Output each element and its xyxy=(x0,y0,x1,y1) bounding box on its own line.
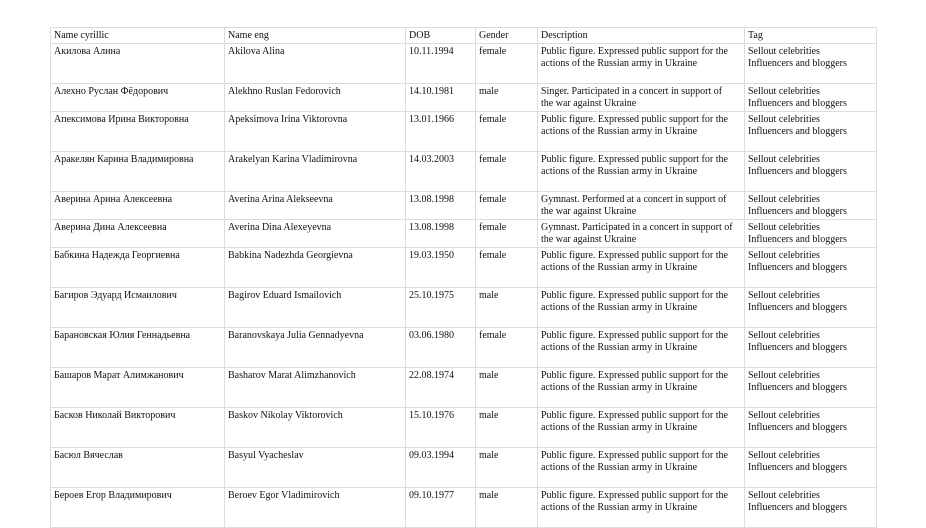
dob-cell: 15.10.1976 xyxy=(406,408,476,448)
description-cell xyxy=(538,328,745,368)
name-cyrillic-cell: Алехно Руслан Фёдорович xyxy=(51,84,225,112)
tag-cell xyxy=(745,368,877,408)
name-eng-cell: Beroev Egor Vladimirovich xyxy=(225,488,406,528)
table-row xyxy=(51,84,877,112)
description-line: Public figure. Expressed public support for the xyxy=(541,450,728,461)
tag-line: Influencers and bloggers xyxy=(748,58,847,69)
tag-line: Sellout celebrities xyxy=(748,222,820,233)
gender-cell: female xyxy=(476,248,538,288)
name-cyrillic-cell: Багиров Эдуард Исмаилович xyxy=(51,288,225,328)
name-eng-cell: Basyul Vyacheslav xyxy=(225,448,406,488)
tag-line: Influencers and bloggers xyxy=(748,462,847,473)
description-cell xyxy=(538,44,745,84)
table-row xyxy=(51,448,877,488)
description-cell xyxy=(538,288,745,328)
gender-cell: male xyxy=(476,448,538,488)
description-line: the war against Ukraine xyxy=(541,206,637,217)
gender-cell: female xyxy=(476,152,538,192)
tag-cell xyxy=(745,448,877,488)
description-cell xyxy=(538,488,745,528)
table-row xyxy=(51,192,877,220)
tag-cell xyxy=(745,248,877,288)
tag-line: Sellout celebrities xyxy=(748,410,820,421)
dob-cell: 25.10.1975 xyxy=(406,288,476,328)
people-table xyxy=(50,27,877,528)
gender-cell: female xyxy=(476,112,538,152)
dob-cell: 14.03.2003 xyxy=(406,152,476,192)
tag-line: Sellout celebrities xyxy=(748,450,820,461)
dob-cell: 13.08.1998 xyxy=(406,192,476,220)
dob-cell: 13.08.1998 xyxy=(406,220,476,248)
dob-cell: 03.06.1980 xyxy=(406,328,476,368)
tag-line: Influencers and bloggers xyxy=(748,126,847,137)
description-cell xyxy=(538,248,745,288)
description-line: actions of the Russian army in Ukraine xyxy=(541,126,698,137)
tag-cell xyxy=(745,112,877,152)
tag-line: Influencers and bloggers xyxy=(748,422,847,433)
description-line: Public figure. Expressed public support for the xyxy=(541,290,728,301)
description-line: Public figure. Expressed public support for the xyxy=(541,46,728,57)
tag-line: Influencers and bloggers xyxy=(748,342,847,353)
tag-cell xyxy=(745,44,877,84)
tag-line: Influencers and bloggers xyxy=(748,206,847,217)
table-row xyxy=(51,288,877,328)
tag-line: Sellout celebrities xyxy=(748,86,820,97)
table-row xyxy=(51,328,877,368)
tag-line: Sellout celebrities xyxy=(748,46,820,57)
name-cyrillic-cell: Башаров Марат Алимжанович xyxy=(51,368,225,408)
description-line: the war against Ukraine xyxy=(541,234,637,245)
gender-cell: male xyxy=(476,408,538,448)
table-row xyxy=(51,488,877,528)
tag-cell xyxy=(745,152,877,192)
header-gender: Gender xyxy=(476,28,538,44)
table-row xyxy=(51,152,877,192)
name-cyrillic-cell: Бабкина Надежда Георгиевна xyxy=(51,248,225,288)
description-line: Gymnast. Participated in a concert in support of xyxy=(541,222,733,233)
table-row xyxy=(51,112,877,152)
tag-cell xyxy=(745,220,877,248)
tag-cell xyxy=(745,488,877,528)
gender-cell: male xyxy=(476,84,538,112)
name-eng-cell: Apeksimova Irina Viktorovna xyxy=(225,112,406,152)
name-cyrillic-cell: Басюл Вячеслав xyxy=(51,448,225,488)
description-line: Public figure. Expressed public support for the xyxy=(541,410,728,421)
tag-line: Influencers and bloggers xyxy=(748,502,847,513)
table-row xyxy=(51,368,877,408)
dob-cell: 10.11.1994 xyxy=(406,44,476,84)
name-cyrillic-cell: Акилова Алина xyxy=(51,44,225,84)
name-cyrillic-cell: Аверина Дина Алексеевна xyxy=(51,220,225,248)
tag-line: Influencers and bloggers xyxy=(748,262,847,273)
name-eng-cell: Averina Arina Alekseevna xyxy=(225,192,406,220)
tag-line: Sellout celebrities xyxy=(748,250,820,261)
name-eng-cell: Bagirov Eduard Ismailovich xyxy=(225,288,406,328)
gender-cell: female xyxy=(476,328,538,368)
name-cyrillic-cell: Апексимова Ирина Викторовна xyxy=(51,112,225,152)
description-line: Public figure. Expressed public support for the xyxy=(541,154,728,165)
description-line: actions of the Russian army in Ukraine xyxy=(541,58,698,69)
dob-cell: 09.03.1994 xyxy=(406,448,476,488)
name-eng-cell: Averina Dina Alexeyevna xyxy=(225,220,406,248)
header-name-cyrillic: Name cyrillic xyxy=(51,28,225,44)
name-cyrillic-cell: Аракелян Карина Владимировна xyxy=(51,152,225,192)
table-row xyxy=(51,408,877,448)
description-line: actions of the Russian army in Ukraine xyxy=(541,422,698,433)
description-line: Public figure. Expressed public support for the xyxy=(541,370,728,381)
description-line: actions of the Russian army in Ukraine xyxy=(541,166,698,177)
description-line: actions of the Russian army in Ukraine xyxy=(541,462,698,473)
dob-cell: 14.10.1981 xyxy=(406,84,476,112)
description-line: actions of the Russian army in Ukraine xyxy=(541,382,698,393)
name-cyrillic-cell: Барановская Юлия Геннадьевна xyxy=(51,328,225,368)
header-description: Description xyxy=(538,28,745,44)
name-eng-cell: Basharov Marat Alimzhanovich xyxy=(225,368,406,408)
tag-line: Sellout celebrities xyxy=(748,154,820,165)
description-line: actions of the Russian army in Ukraine xyxy=(541,342,698,353)
description-cell xyxy=(538,448,745,488)
gender-cell: female xyxy=(476,220,538,248)
name-eng-cell: Baskov Nikolay Viktorovich xyxy=(225,408,406,448)
gender-cell: male xyxy=(476,368,538,408)
description-cell xyxy=(538,152,745,192)
dob-cell: 19.03.1950 xyxy=(406,248,476,288)
header-name-eng: Name eng xyxy=(225,28,406,44)
table-row xyxy=(51,44,877,84)
gender-cell: male xyxy=(476,488,538,528)
tag-line: Influencers and bloggers xyxy=(748,382,847,393)
spreadsheet-page xyxy=(50,27,876,528)
tag-line: Sellout celebrities xyxy=(748,370,820,381)
name-eng-cell: Baranovskaya Julia Gennadyevna xyxy=(225,328,406,368)
name-cyrillic-cell: Аверина Арина Алексеевна xyxy=(51,192,225,220)
header-row xyxy=(51,28,877,44)
gender-cell: male xyxy=(476,288,538,328)
description-line: actions of the Russian army in Ukraine xyxy=(541,502,698,513)
description-line: actions of the Russian army in Ukraine xyxy=(541,262,698,273)
tag-line: Influencers and bloggers xyxy=(748,302,847,313)
tag-cell xyxy=(745,192,877,220)
tag-line: Influencers and bloggers xyxy=(748,234,847,245)
tag-cell xyxy=(745,328,877,368)
description-line: the war against Ukraine xyxy=(541,98,637,109)
description-cell xyxy=(538,220,745,248)
tag-cell xyxy=(745,288,877,328)
name-eng-cell: Babkina Nadezhda Georgievna xyxy=(225,248,406,288)
description-cell xyxy=(538,84,745,112)
gender-cell: female xyxy=(476,44,538,84)
description-line: Gymnast. Performed at a concert in support of xyxy=(541,194,727,205)
tag-line: Sellout celebrities xyxy=(748,114,820,125)
description-cell xyxy=(538,112,745,152)
name-eng-cell: Alekhno Ruslan Fedorovich xyxy=(225,84,406,112)
description-cell xyxy=(538,408,745,448)
tag-line: Influencers and bloggers xyxy=(748,98,847,109)
tag-cell xyxy=(745,408,877,448)
tag-line: Sellout celebrities xyxy=(748,290,820,301)
header-tag: Tag xyxy=(745,28,877,44)
name-cyrillic-cell: Бероев Егор Владимирович xyxy=(51,488,225,528)
description-cell xyxy=(538,368,745,408)
name-cyrillic-cell: Басков Николай Викторович xyxy=(51,408,225,448)
description-line: Singer. Participated in a concert in support of xyxy=(541,86,723,97)
tag-line: Sellout celebrities xyxy=(748,194,820,205)
header-dob: DOB xyxy=(406,28,476,44)
dob-cell: 09.10.1977 xyxy=(406,488,476,528)
description-line: Public figure. Expressed public support for the xyxy=(541,330,728,341)
tag-line: Influencers and bloggers xyxy=(748,166,847,177)
tag-line: Sellout celebrities xyxy=(748,490,820,501)
description-line: Public figure. Expressed public support for the xyxy=(541,114,728,125)
description-line: actions of the Russian army in Ukraine xyxy=(541,302,698,313)
table-row xyxy=(51,220,877,248)
name-eng-cell: Akilova Alina xyxy=(225,44,406,84)
tag-cell xyxy=(745,84,877,112)
tag-line: Sellout celebrities xyxy=(748,330,820,341)
description-line: Public figure. Expressed public support for the xyxy=(541,490,728,501)
description-cell xyxy=(538,192,745,220)
dob-cell: 22.08.1974 xyxy=(406,368,476,408)
description-line: Public figure. Expressed public support for the xyxy=(541,250,728,261)
gender-cell: female xyxy=(476,192,538,220)
name-eng-cell: Arakelyan Karina Vladimirovna xyxy=(225,152,406,192)
table-row xyxy=(51,248,877,288)
dob-cell: 13.01.1966 xyxy=(406,112,476,152)
